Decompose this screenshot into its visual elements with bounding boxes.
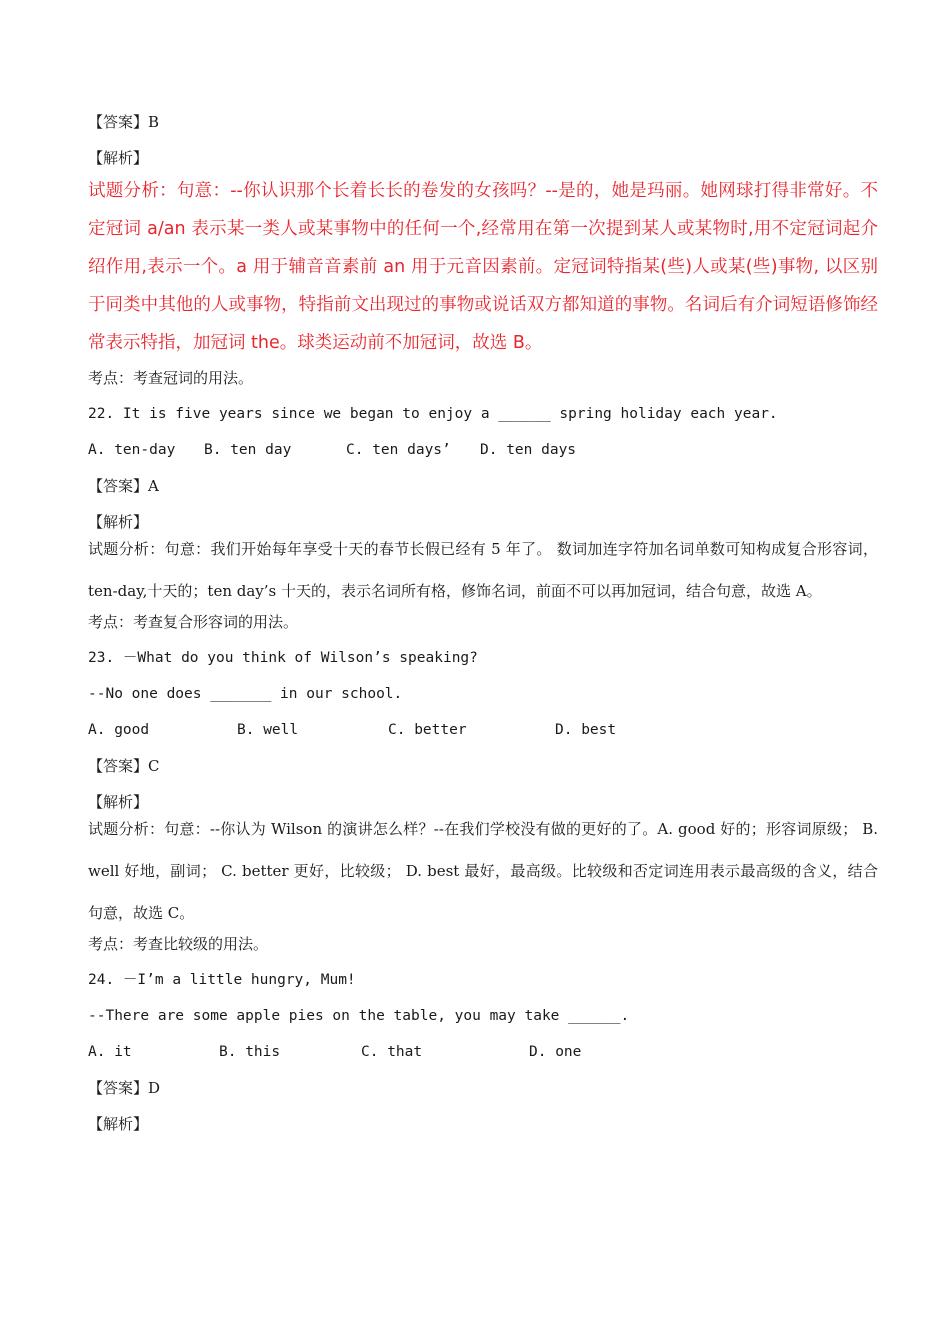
q22-option-d: D. ten days [480,442,577,458]
q23-option-a: A. good [88,722,150,738]
q24-option-d: D. one [529,1044,582,1060]
q22-answer: 【答案】A [88,477,159,495]
q23-options [88,720,878,740]
q23-option-c: C. better [388,722,467,738]
q23-option-d: D. best [555,722,617,738]
q23-analysis-label: 【解析】 [88,793,149,811]
q23-question: 23. －What do you think of Wilson’s speaking? [88,650,478,666]
q21-analysis-label: 【解析】 [88,149,149,167]
q24-options [88,1042,878,1062]
q24-question: 24. －I’m a little hungry, Mum! [88,972,356,988]
q24-option-c: C. that [361,1044,423,1060]
q22-option-c: C. ten days’ [346,442,451,458]
q24-line2: --There are some apple pies on the table, you may take ______. [88,1008,630,1024]
q23-explanation: 试题分析：句意：--你认为 Wilson 的演讲怎么样？--在我们学校没有做的更好的了。A. good 好的；形容词原级； B. well 好地，副词； C. better 更好，比较级； D. best 最好，最高级。比较级和否定词连用表示最高级的含义，结合句意，故选 C。 [88,820,878,922]
q24-option-b: B. this [219,1044,281,1060]
q24-analysis-label: 【解析】 [88,1115,149,1133]
q22-analysis-label: 【解析】 [88,513,149,531]
q21-point: 考点：考查冠词的用法。 [88,369,254,387]
q23-line2: --No one does _______ in our school. [88,686,403,702]
q23-point: 考点：考查比较级的用法。 [88,935,269,953]
document-page [88,112,878,1134]
q22-option-b: B. ten day [204,442,292,458]
q24-option-a: A. it [88,1044,132,1060]
q23-option-b: B. well [237,722,299,738]
q21-explanation: 试题分析：句意：--你认识那个长着长长的卷发的女孩吗？--是的，她是玛丽。她网球打得非常好。不定冠词 a/an 表示某一类人或某事物中的任何一个,经常用在第一次提到某人或某物时,用不定冠词起介绍作用,表示一个。a 用于辅音音素前 an 用于元音因素前。定冠词特指某(些)人或某(些)事物, 以区别于同类中其他的人或事物，特指前文出现过的事物或说话双方都知道的事物。名词后有介词短语修饰经常表示特指，加冠词 the。球类运动前不加冠词，故选 B。 [88,181,878,353]
q22-point: 考点：考查复合形容词的用法。 [88,613,299,631]
q22-options [88,440,878,460]
q24-answer: 【答案】D [88,1079,161,1097]
q22-question: 22. It is five years since we began to enjoy a ______ spring holiday each year. [88,406,778,422]
q23-answer: 【答案】C [88,757,160,775]
q21-answer: 【答案】B [88,113,160,131]
q22-explanation: 试题分析：句意：我们开始每年享受十天的春节长假已经有 5 年了。 数词加连字符加名词单数可知构成复合形容词，ten-day,十天的；ten day’s 十天的，表示名词所有格，修饰名词，前面不可以再加冠词，结合句意，故选 A。 [88,540,878,600]
q22-option-a: A. ten-day [88,442,176,458]
